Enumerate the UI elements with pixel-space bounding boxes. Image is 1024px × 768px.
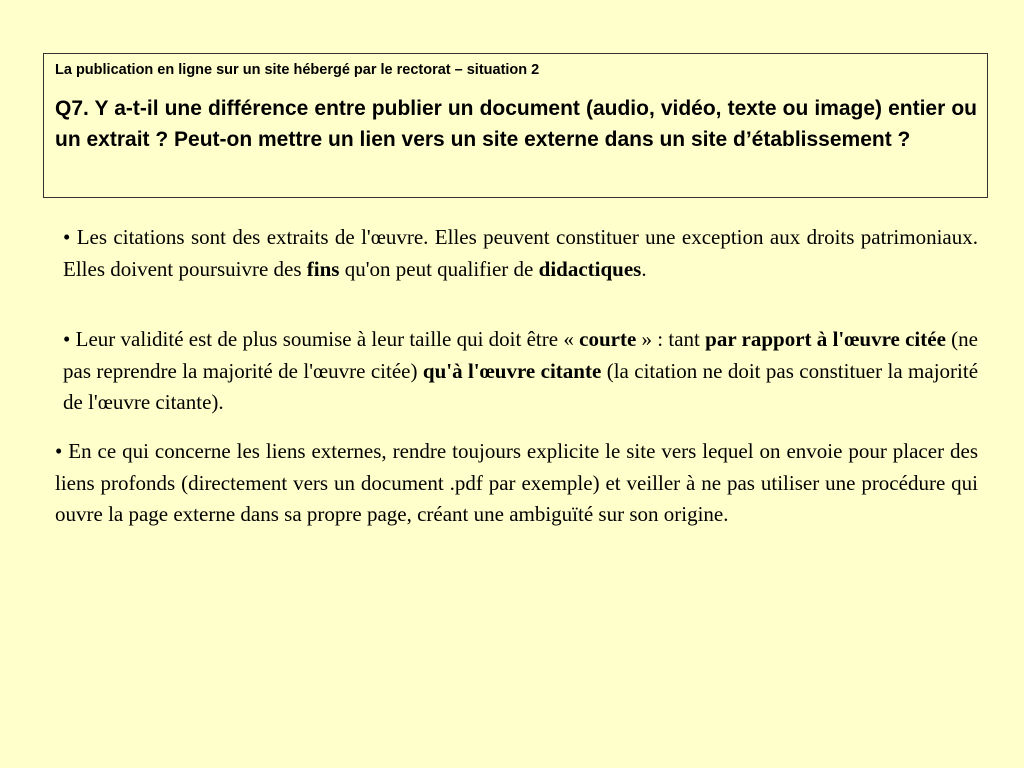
bullet-validity (63, 324, 978, 419)
bullet-bold-text: fins (306, 256, 340, 281)
bullet-marker: • (63, 225, 71, 249)
bullet-text: En ce qui concerne les liens externes, rendre toujours explicite le site vers lequel on envoie pour placer des liens profonds (directement vers un document .pdf par exemple) et veiller à ne pas utiliser une procédure qui ouvre la page externe dans sa propre page, créant une ambiguïté sur son origine. (55, 439, 978, 526)
bullet-text: . (641, 256, 647, 281)
bullet-marker: • (55, 439, 63, 463)
bullet-external-links (55, 436, 978, 531)
bullet-marker: • (63, 327, 71, 351)
bullet-bold-text: qu'à l'œuvre citante (422, 358, 602, 383)
bullet-bold-text: par rapport à l'œuvre citée (705, 327, 946, 351)
bullet-text: (la citation ne doit pas constituer la majorité de l'œuvre citante). (63, 358, 979, 414)
question-title: Q7. Y a-t-il une différence entre publier un document (audio, vidéo, texte ou image) entier ou un extrait ? Peut-on mettre un lien vers un site externe dans un site d’établissement ? (55, 97, 977, 151)
slide-subtitle: La publication en ligne sur un site hébergé par le rectorat – situation 2 (55, 62, 540, 78)
bullet-text: (ne pas reprendre la majorité de l'œuvre citée) (63, 327, 978, 383)
bullet-text: » : tant (641, 327, 700, 351)
bullet-text: qu'on peut qualifier de (344, 256, 534, 281)
bullet-citations (63, 222, 978, 285)
question-header-box (43, 53, 988, 198)
bullet-bold-text: didactiques (538, 256, 642, 281)
bullet-text: Les citations sont des extraits de l'œuvre. Elles peuvent constituer une exception aux droits patrimoniaux. Elles doivent poursuivre des (63, 225, 978, 281)
bullet-text: Leur validité est de plus soumise à leur taille qui doit être « (75, 327, 574, 351)
bullet-bold-text: courte (579, 327, 637, 351)
